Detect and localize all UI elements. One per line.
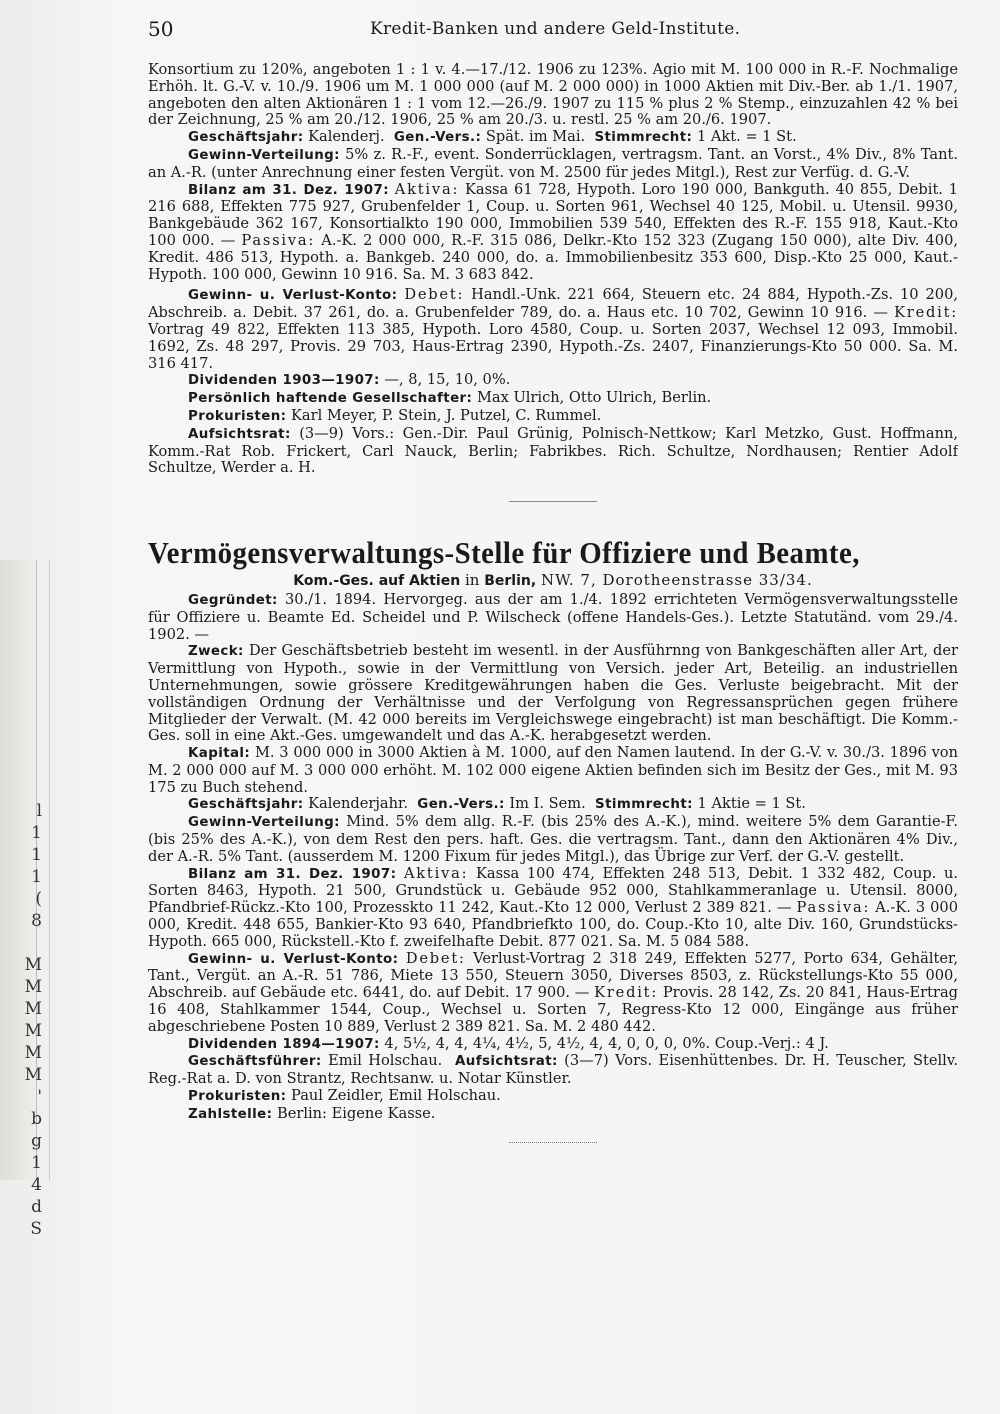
margin-letter: l <box>36 801 42 821</box>
kap-text: M. 3 000 000 in 3000 Aktien à M. 1000, auf den Namen lautend. In der G.-V. v. 30./3. 1896 von M. 2 000 000 auf M. 3 000 000 erhöht. M. 102 000 eigene Aktien befinden sich im Besitz der Ges., mit M. 93 175 zu Buch stehend. <box>148 744 958 796</box>
section1-gewinnvert <box>148 147 958 182</box>
company-subtitle <box>148 572 958 590</box>
section2-gegruendet <box>148 592 958 643</box>
gegr-label: Gegründet: <box>188 592 278 608</box>
prok-text: Paul Zeidler, Emil Holschau. <box>291 1087 501 1105</box>
bilanz-label: Bilanz am 31. Dez. 1907: <box>188 866 397 882</box>
ar-text: (3—7) Vors. Eisenhüttenbes. Dr. H. Teuscher, Stellv. Reg.-Rat a. D. von Strantz, Rechtsanw. u. Notar Künstler. <box>148 1052 958 1088</box>
div-label: Dividenden 1903—1907: <box>188 373 380 389</box>
passiva-word: Passiva: <box>241 231 316 249</box>
zahl-label: Zahlstelle: <box>188 1106 273 1122</box>
section1-partners <box>148 390 958 408</box>
margin-letter: ' <box>37 1087 42 1107</box>
bilanz-text-passiva: A.-K. 3 000 000, Kredit. 448 655, Bankier-Kto 93 640, Pfandbriefkto 100, do. Coup.-Kto 10, alte Div. 160, Grundstücks-Hypoth. 665 000, Rückstell.-Kto f. zweifelhafte Debit. 877 021. Sa. M. 5 084 588. <box>148 899 958 950</box>
ar-label: Aufsichtsrat: <box>455 1054 558 1070</box>
kredit-word: Kredit: <box>894 304 958 322</box>
company-address: NW. 7, Dorotheenstrasse 33/34. <box>540 571 813 590</box>
phg-label: Persönlich haftende Gesellschafter: <box>188 391 473 407</box>
margin-letter: M <box>24 1043 42 1063</box>
prok-label: Prokuristen: <box>188 408 287 424</box>
margin-letter: g <box>31 1131 42 1151</box>
section-divider <box>509 501 597 502</box>
zweck-label: Zweck: <box>188 644 244 660</box>
gegr-text: 30./1. 1894. Hervorgeg. aus der am 1./4. 1892 errichteten Vermögensverwaltungsstelle für Offiziere u. Beamte Ed. Scheidel und P. Wilscheck (offene Handels-Ges.). Letzte Statutänd. vom 29./4. 1902. — <box>148 590 958 643</box>
gewinnvert-text: 5% z. R.-F., event. Sonderrücklagen, vertragsm. Tant. an Vorst., 4% Div., 8% Tant. an A.-R. (unter Anrechnung einer festen Vergüt. von M. 2500 für jedes Mitgl.), Rest zur Verfüg. d. G.-V. <box>148 145 958 181</box>
kap-label: Kapital: <box>188 746 251 762</box>
ar-text: (3—9) Vors.: Gen.-Dir. Paul Grünig, Polnisch-Nettkow; Karl Metzko, Gust. Hoffmann, Komm.-Rat Rob. Frickert, Carl Nauck, Berlin; Fabrikbes. Rich. Schultze, Nordhausen; Rentier Adolf Schultze, Werder a. H. <box>148 424 958 477</box>
gj-label: Geschäftsjahr: <box>188 797 304 813</box>
gf-label: Geschäftsführer: <box>188 1054 322 1070</box>
bilanz-label: Bilanz am 31. Dez. 1907: <box>188 182 389 198</box>
stimm-label: Stimmrecht: <box>594 130 693 146</box>
guv-text-kredit: Provis. 28 142, Zs. 20 841, Haus-Ertrag 16 408, Stahlkammer 1544, Coup., Wechsel u. Sorten 7, Regress-Kto 12 000, Eingänge aus früher abgeschriebene Posten 10 889, Verlust 2 389 821. Sa. M. 2 480 442. <box>148 984 958 1035</box>
kredit-word: Kredit: <box>594 984 659 1002</box>
gf-text: Emil Holschau. <box>328 1052 443 1070</box>
section2-management <box>148 1053 958 1088</box>
margin-letter: 1 <box>31 867 42 887</box>
adjacent-page-letters <box>2 800 42 1240</box>
intro-text: Konsortium zu 120%, angeboten 1 : 1 v. 4.—17./12. 1906 zu 123%. Agio mit M. 100 000 in R.-F. Nochmalige Erhöh. lt. G.-V. v. 10./9. 1906 um M. 1 000 000 (auf M. 2 000 000) in 1000 Aktien mit Div.-Ber. ab 1./1. 1907, angeboten den alten Aktionären 1 : 1 vom 12.—26./9. 1907 zu 115 % plus 2 % Stemp., einzuzahlen 42 % bei der Zeichnung, 25 % am 20./12. 1906, 25 % am 20./3. u. restl. 25 % am 20./6. 1907. <box>148 62 958 129</box>
gj-label: Geschäftsjahr: <box>188 130 304 146</box>
section2-zweck <box>148 643 958 745</box>
section1-gj-line <box>148 129 958 147</box>
div-label: Dividenden 1894—1907: <box>188 1036 380 1052</box>
debet-word: Debet: <box>405 949 466 967</box>
genvers-label: Gen.-Vers.: <box>393 130 482 146</box>
end-divider <box>509 1142 597 1143</box>
margin-letter: 4 <box>31 1175 42 1195</box>
company-title: Vermögensverwaltungs-Stelle für Offiziere und Beamte, <box>148 535 860 571</box>
section1-prokuristen <box>148 408 958 426</box>
section2-dividends <box>148 1036 958 1054</box>
subtitle-in: in <box>464 571 480 590</box>
margin-letter: 1 <box>31 845 42 865</box>
passiva-word: Passiva: <box>796 899 871 917</box>
margin-letter: M <box>24 1021 42 1041</box>
section2-zahlstelle <box>148 1106 958 1124</box>
section2-bilanz <box>148 866 958 951</box>
bilanz-text-aktiva: Kassa 61 728, Hypoth. Loro 190 000, Bankguth. 40 855, Debit. 1 216 688, Effekten 775 927, Grubenfelder 1, Coup. u. Sorten 961, Wechsel 40 125, Mobil. u. Utensil. 9930, Bankgebäude 362 167, Konsortialkto 190 000, Immobilien 539 540, Effekten des R.-F. 155 918, Kaut.-Kto 100 000. — <box>148 180 958 249</box>
page-header <box>148 17 980 43</box>
stimm-label: Stimmrecht: <box>595 797 693 813</box>
guv-label: Gewinn- u. Verlust-Konto: <box>188 288 398 304</box>
margin-letter: 8 <box>31 911 42 931</box>
prok-text: Karl Meyer, P. Stein, J. Putzel, C. Rummel. <box>291 406 602 424</box>
section1-intro <box>148 62 958 129</box>
div-text: 4, 5½, 4, 4, 4¼, 4½, 5, 4½, 4, 4, 0, 0, 0, 0%. Coup.-Verj.: 4 J. <box>384 1034 829 1052</box>
margin-letter: d <box>31 1197 42 1217</box>
section1-dividends <box>148 372 958 390</box>
section1-aufsichtsrat <box>148 426 958 477</box>
margin-letter: M <box>24 955 42 975</box>
bilanz-text-passiva: A.-K. 2 000 000, R.-F. 315 086, Delkr.-Kto 152 323 (Zugang 150 000), alte Div. 400, Kredit. 486 513, Hypoth. a. Bankgeb. 240 000, do. a. Immobilienbesitz 353 600, Disp.-Kto 25 000, Kaut.-Hypoth. 100 000, Gewinn 10 916. Sa. M. 3 683 842. <box>148 231 958 283</box>
debet-word: Debet: <box>404 286 465 304</box>
phg-text: Max Ulrich, Otto Ulrich, Berlin. <box>476 389 712 407</box>
running-title: Kredit-Banken und andere Geld-Institute. <box>370 19 741 39</box>
page-number: 50 <box>148 17 174 41</box>
prok-label: Prokuristen: <box>188 1089 287 1105</box>
section2-guv <box>148 951 958 1036</box>
guv-text-debet: Verlust-Vortrag 2 318 249, Effekten 5277, Porto 634, Gehälter, Tant., Vergüt. an A.-R. 51 786, Miete 13 550, Steuern 3050, Diverses 8503, z. Rückstellungs-Kto 55 000, Abschreib. auf Gebäude etc. 6441, do. auf Debit. 17 900. — <box>148 949 958 1002</box>
bilanz-text-aktiva: Kassa 100 474, Effekten 248 513, Debit. 1 332 482, Coup. u. Sorten 8463, Hypoth. 21 500, Grundstück u. Gebäude 952 000, Stahlkammeranlage u. Utensil. 8000, Pfandbrief-Rückz.-Kto 100, Prozesskto 11 242, Kaut.-Kto 12 000, Verlust 2 389 821. — <box>148 864 958 917</box>
margin-letter: 1 <box>31 823 42 843</box>
genvers-text: Spät. im Mai. <box>485 128 586 146</box>
page-content <box>148 62 958 1362</box>
gewinnvert-label: Gewinn-Verteilung: <box>188 147 340 163</box>
margin-letter: b <box>31 1109 42 1129</box>
section2-gj-line <box>148 796 958 814</box>
ar-label: Aufsichtsrat: <box>188 426 291 442</box>
margin-letter: M <box>24 999 42 1019</box>
section2-kapital <box>148 745 958 796</box>
aktiva-word: Aktiva: <box>403 864 469 882</box>
section1-guv <box>148 287 958 372</box>
guv-label: Gewinn- u. Verlust-Konto: <box>188 951 399 967</box>
div-text: —, 8, 15, 10, 0%. <box>384 371 511 389</box>
section2-gewinnvert <box>148 814 958 865</box>
gewinnvert-text: Mind. 5% dem allg. R.-F. (bis 25% des A.-K.), mind. weitere 5% dem Garantie-F. (bis 25% des A.-K.), von dem Rest den pers. haft. Ges. die vertragsm. Tant., dann den Aktionären 4% Div., der A.-R. 5% Tant. (ausserdem M. 1200 Fixum für jedes Mitgl.), das Übrige zur Verf. der G.-V. gestellt. <box>148 813 958 865</box>
zweck-text: Der Geschäftsbetrieb besteht im wesentl. in der Ausführnng von Bankgeschäften aller Art, der Vermittlung von Hypoth., sowie in der Vermittlung von Versich. jeder Art, Beteilig. an industriellen Unternehmungen, sowie grössere Kreditgewährungen haben die Ges. Verluste beigebracht. Mit der vollständigen Ordnung der Verhältnisse und der Verfolgung von Regressansprüchen gegen frühere Mitglieder der Verwalt. (M. 42 000 bereits im Vergleichswege eingebracht) ist man beschäftigt. Die Komm.-Ges. soll in eine Akt.-Ges. umgewandelt und das A.-K. herabgesetzt werden. <box>148 642 958 745</box>
margin-letter: S <box>30 1219 42 1239</box>
genvers-label: Gen.-Vers.: <box>417 797 505 813</box>
gewinnvert-label: Gewinn-Verteilung: <box>188 815 340 831</box>
company-city: Berlin, <box>484 573 537 590</box>
section1-bilanz <box>148 182 958 284</box>
genvers-text: Im I. Sem. <box>509 795 586 813</box>
margin-letter: ( <box>35 889 42 909</box>
margin-letter: M <box>24 977 42 997</box>
aktiva-word: Aktiva: <box>394 180 460 198</box>
stimm-text: 1 Aktie = 1 St. <box>697 795 806 813</box>
section2-prokuristen <box>148 1088 958 1106</box>
company-form: Kom.-Ges. auf Aktien <box>293 573 461 590</box>
margin-letter: M <box>24 1065 42 1085</box>
gj-text: Kalenderjahr. <box>308 795 409 813</box>
gj-text: Kalenderj. <box>308 128 385 146</box>
guv-text-debet: Handl.-Unk. 221 664, Steuern etc. 24 884, Hypoth.-Zs. 10 200, Abschreib. a. Debit. 37 261, do. a. Grubenfelder 789, do. a. Haus etc. 10 702, Gewinn 10 916. — <box>148 286 958 322</box>
margin-letter <box>2 932 42 954</box>
guv-text-kredit: Vortrag 49 822, Effekten 113 385, Hypoth. Loro 4580, Coup. u. Sorten 2037, Wechsel 12 093, Immobil. 1692, Zs. 48 297, Provis. 29 703, Haus-Ertrag 2390, Hypoth.-Zs. 2407, Finanzierungs-Kto 50 000. Sa. M. 316 417. <box>148 320 958 372</box>
zahl-text: Berlin: Eigene Kasse. <box>276 1104 436 1122</box>
margin-letter: 1 <box>31 1153 42 1173</box>
stimm-text: 1 Akt. = 1 St. <box>696 128 797 146</box>
